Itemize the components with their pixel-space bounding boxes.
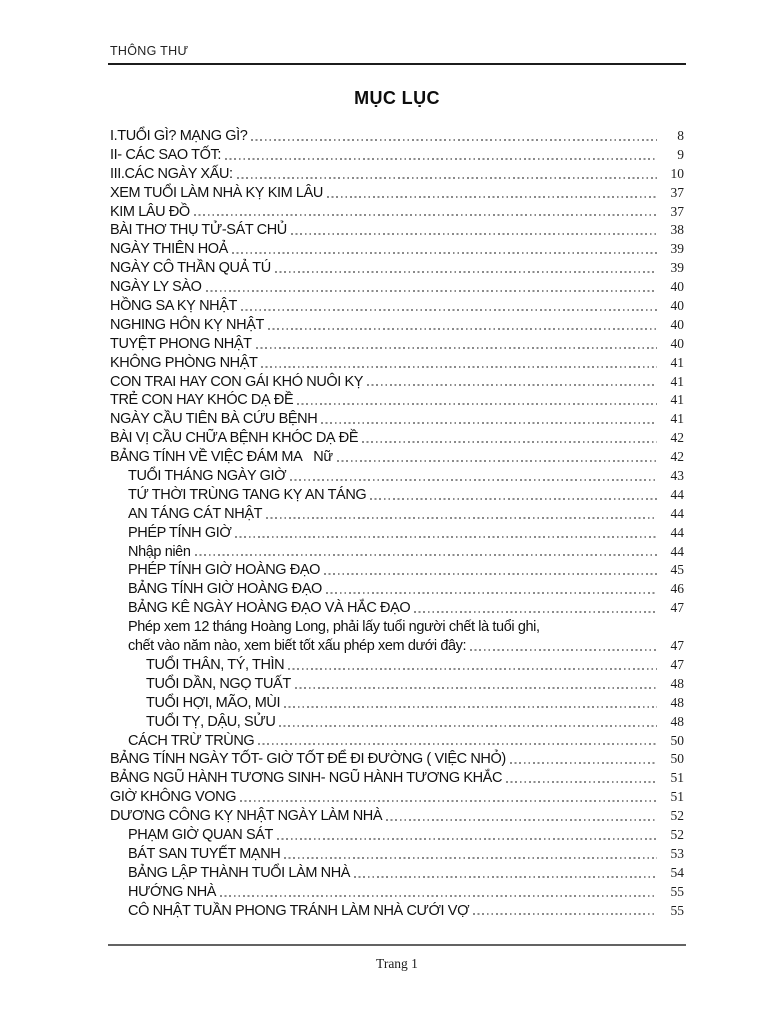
toc-leader-dots <box>288 668 657 670</box>
toc-leader-dots <box>277 838 657 840</box>
toc-entry-label: CÔ NHẬT TUẦN PHONG TRÁNH LÀM NHÀ CƯỚI VỢ <box>128 902 470 919</box>
toc-leader-dots <box>195 554 657 556</box>
toc-leader-dots <box>232 252 657 254</box>
toc-entry-label: BÀI THƠ THỤ TỬ-SÁT CHỦ <box>110 222 287 239</box>
toc-entry <box>108 599 684 618</box>
toc-leader-dots <box>284 857 657 859</box>
toc-entry-label: BẢNG TÍNH VỀ VIỆC ĐÁM MA Nữ <box>110 449 333 466</box>
toc-leader-dots <box>220 895 657 897</box>
toc-page-number: 48 <box>670 694 684 710</box>
toc-entry <box>108 486 684 505</box>
toc-entry <box>108 807 684 826</box>
toc-entry-label: CON TRAI HAY CON GÁI KHÓ NUÔI KỴ <box>110 373 364 390</box>
toc-entry-label: TỨ THỜI TRÙNG TANG KỴ AN TÁNG <box>128 486 367 503</box>
toc-entry <box>108 259 684 278</box>
toc-leader-dots <box>321 422 657 424</box>
toc-page-number: 52 <box>670 826 684 842</box>
toc-page-number: 55 <box>670 883 684 899</box>
toc-leader-dots <box>386 819 657 821</box>
toc-page-number: 40 <box>670 279 684 295</box>
toc-page-number: 54 <box>670 864 684 880</box>
toc-entry-label: KIM LÂU ĐỒ <box>110 203 190 220</box>
toc-page-number: 53 <box>670 845 684 861</box>
toc-leader-dots <box>370 498 657 500</box>
toc-page-number: 41 <box>670 411 684 427</box>
toc-entry-label: Nhập niên <box>128 543 191 560</box>
toc-entry-label: NGÀY CÔ THẦN QUẢ TÚ <box>110 260 271 277</box>
toc-leader-dots <box>258 743 657 745</box>
toc-page-number: 44 <box>670 505 684 521</box>
toc-leader-dots <box>194 214 657 216</box>
toc-leader-dots <box>290 479 657 481</box>
toc-page-number: 51 <box>670 770 684 786</box>
toc-page-number: 47 <box>670 638 684 654</box>
toc-page-number: 48 <box>670 713 684 729</box>
toc-entry <box>108 391 684 410</box>
toc-entry-label: NGHING HÔN KỴ NHẬT <box>110 316 264 333</box>
toc-entry-label: BẢNG KÊ NGÀY HOÀNG ĐẠO VÀ HẮC ĐẠO <box>128 600 411 617</box>
toc-page-number: 52 <box>670 808 684 824</box>
toc-entry-label: HỒNG SA KỴ NHẬT <box>110 298 237 315</box>
footer-rule <box>108 944 686 946</box>
toc-page-number: 44 <box>670 524 684 540</box>
toc-entry-label: NGÀY CẦU TIÊN BÀ CỨU BỆNH <box>110 411 318 428</box>
toc-entry-label: III.CÁC NGÀY XẤU: <box>110 165 233 182</box>
toc-entry <box>108 467 684 486</box>
toc-entry <box>108 448 684 467</box>
page-title: MỤC LỤC <box>354 88 440 108</box>
toc-page-number: 47 <box>670 656 684 672</box>
toc-entry <box>108 788 684 807</box>
toc-entry <box>108 713 684 732</box>
toc-leader-dots <box>235 536 657 538</box>
toc-entry-label: BẢNG TÍNH NGÀY TỐT- GIỜ TỐT ĐỂ ĐI ĐƯỜNG ( VIỆC NHỎ) <box>110 751 506 768</box>
toc-entry-label: DƯƠNG CÔNG KỴ NHẬT NGÀY LÀM NHÀ <box>110 808 383 825</box>
toc-entry <box>108 637 684 656</box>
toc-leader-dots <box>414 611 657 613</box>
toc-entry <box>108 203 684 222</box>
toc-entry-label: GIỜ KHÔNG VONG <box>110 789 237 806</box>
toc-page-number: 47 <box>670 600 684 616</box>
toc-entry-label: CÁCH TRỪ TRÙNG <box>128 732 255 749</box>
toc-entry-label: TUỔI TỴ, DẬU, SỬU <box>146 713 276 730</box>
toc-entry <box>108 543 684 562</box>
toc-page-number: 40 <box>670 316 684 332</box>
toc-leader-dots <box>241 309 657 311</box>
toc-entry <box>108 429 684 448</box>
toc-page-number: 8 <box>677 128 684 143</box>
toc-entry <box>108 524 684 543</box>
toc-leader-dots <box>324 573 657 575</box>
toc-entry-label: KHÔNG PHÒNG NHẬT <box>110 354 258 371</box>
toc-entry <box>108 410 684 429</box>
toc-leader-dots <box>256 347 657 349</box>
toc-page-number: 38 <box>670 222 684 238</box>
toc-leader-dots <box>284 706 657 708</box>
toc-entry <box>108 354 684 373</box>
toc-entry <box>108 656 684 675</box>
toc-page-number: 41 <box>670 392 684 408</box>
toc-entry-label: I.TUỔI GÌ? MẠNG GÌ? <box>110 128 248 144</box>
toc-page-number: 40 <box>670 335 684 351</box>
toc-leader-dots <box>506 781 657 783</box>
header-rule <box>108 63 686 65</box>
toc-entry-label: TUYỆT PHONG NHẬT <box>110 335 252 352</box>
toc-entry <box>108 165 684 184</box>
toc-entry-label: XEM TUỔI LÀM NHÀ KỴ KIM LÂU <box>110 184 323 201</box>
toc-page-number: 46 <box>670 581 684 597</box>
toc-entry-label: Phép xem 12 tháng Hoàng Long, phải lấy tuổi người chết là tuổi ghi, <box>128 619 540 636</box>
toc-page-number: 37 <box>670 203 684 219</box>
toc-page-number: 42 <box>670 430 684 446</box>
toc-entry <box>108 297 684 316</box>
toc-page-number: 37 <box>670 184 684 200</box>
toc-entry-label: BẢNG LẬP THÀNH TUỔI LÀM NHÀ <box>128 864 351 881</box>
toc-entry-label: TRẺ CON HAY KHÓC DẠ ĐỀ <box>110 392 294 409</box>
toc-page-number: 48 <box>670 675 684 691</box>
toc-entry <box>108 618 684 637</box>
toc-entry-label: TUỔI DẦN, NGỌ TUẤT <box>146 675 291 692</box>
toc-leader-dots <box>473 913 657 915</box>
toc-page-number: 40 <box>670 298 684 314</box>
toc-entry <box>108 769 684 788</box>
toc-entry-label: PHÉP TÍNH GIỜ HOÀNG ĐẠO <box>128 562 321 579</box>
toc-page-number: 39 <box>670 260 684 276</box>
toc-leader-dots <box>327 196 657 198</box>
toc-page-number: 39 <box>670 241 684 257</box>
toc-leader-dots <box>251 139 657 141</box>
toc-entry <box>108 335 684 354</box>
toc-leader-dots <box>291 233 657 235</box>
toc-leader-dots <box>225 158 657 160</box>
toc-leader-dots <box>470 649 657 651</box>
toc-page-number: 9 <box>677 146 684 162</box>
toc-leader-dots <box>354 876 657 878</box>
toc-leader-dots <box>275 271 657 273</box>
toc-entry <box>108 278 684 297</box>
toc-entry <box>108 675 684 694</box>
toc-page-number: 51 <box>670 789 684 805</box>
toc-page-number: 44 <box>670 543 684 559</box>
toc-leader-dots <box>295 687 657 689</box>
toc-page-number: 41 <box>670 373 684 389</box>
toc-leader-dots <box>279 725 657 727</box>
toc-entry <box>108 146 684 165</box>
toc-entry <box>108 864 684 883</box>
toc-entry-label: TUỔI THÁNG NGÀY GIỜ <box>128 468 287 485</box>
toc-entry <box>108 373 684 392</box>
toc-entry <box>108 580 684 599</box>
toc-leader-dots <box>237 177 657 179</box>
toc-entry-label: II- CÁC SAO TỐT: <box>110 146 221 163</box>
toc-entry <box>108 505 684 524</box>
toc-leader-dots <box>362 441 657 443</box>
toc-entry-label: PHÉP TÍNH GIỜ <box>128 524 232 541</box>
toc-page-number: 43 <box>670 468 684 484</box>
toc-entry <box>108 902 684 921</box>
toc-leader-dots <box>510 762 657 764</box>
toc-entry <box>108 845 684 864</box>
toc-entry <box>108 561 684 580</box>
toc-entry-label: AN TÁNG CÁT NHẬT <box>128 505 263 522</box>
toc-entry-label: NGÀY THIÊN HOẢ <box>110 241 228 258</box>
footer-page-number: Trang 1 <box>376 956 418 971</box>
toc-entry <box>108 316 684 335</box>
toc-entry-label: NGÀY LY SÀO <box>110 279 202 296</box>
toc-entry-label: BẢNG TÍNH GIỜ HOÀNG ĐẠO <box>128 581 322 598</box>
toc-entry-label: TUỔI THÂN, TÝ, THÌN <box>146 656 285 673</box>
toc-entry-label: BÁT SAN TUYẾT MẠNH <box>128 845 281 862</box>
toc-entry <box>108 184 684 203</box>
toc-leader-dots <box>268 328 657 330</box>
toc-leader-dots <box>261 366 657 368</box>
toc-entry-label: chết vào năm nào, xem biết tốt xấu phép xem dưới đây: <box>128 638 467 655</box>
toc-entry <box>108 883 684 902</box>
toc-entry <box>108 732 684 751</box>
toc-page-number: 55 <box>670 902 684 918</box>
toc-page-number: 45 <box>670 562 684 578</box>
toc-entry-label: BÀI VỊ CẦU CHỮA BỆNH KHÓC DẠ ĐỀ <box>110 430 359 447</box>
toc-entry <box>108 694 684 713</box>
toc-leader-dots <box>297 403 657 405</box>
header-running-title: THÔNG THƯ <box>110 44 189 58</box>
toc-page-number: 41 <box>670 354 684 370</box>
toc-leader-dots <box>367 384 657 386</box>
toc-leader-dots <box>266 517 657 519</box>
toc-leader-dots <box>240 800 657 802</box>
toc-entry-label: BẢNG NGŨ HÀNH TƯƠNG SINH- NGŨ HÀNH TƯƠNG KHẮC <box>110 770 503 787</box>
toc-entry-label: TUỔI HỢI, MÃO, MÙI <box>146 694 281 711</box>
toc-leader-dots <box>326 592 657 594</box>
toc-entry-label: HƯỚNG NHÀ <box>128 883 217 900</box>
toc-page-number: 10 <box>670 165 684 181</box>
toc-entry <box>108 750 684 769</box>
toc <box>108 127 684 920</box>
toc-entry <box>108 221 684 240</box>
toc-entry <box>108 240 684 259</box>
toc-entry <box>108 826 684 845</box>
toc-entry <box>108 127 684 146</box>
toc-page-number: 42 <box>670 449 684 465</box>
toc-page-number: 50 <box>670 751 684 767</box>
toc-page-number: 50 <box>670 732 684 748</box>
toc-entry-label: PHẠM GIỜ QUAN SÁT <box>128 826 274 843</box>
toc-leader-dots <box>337 460 657 462</box>
toc-page-number: 44 <box>670 486 684 502</box>
toc-leader-dots <box>206 290 657 292</box>
